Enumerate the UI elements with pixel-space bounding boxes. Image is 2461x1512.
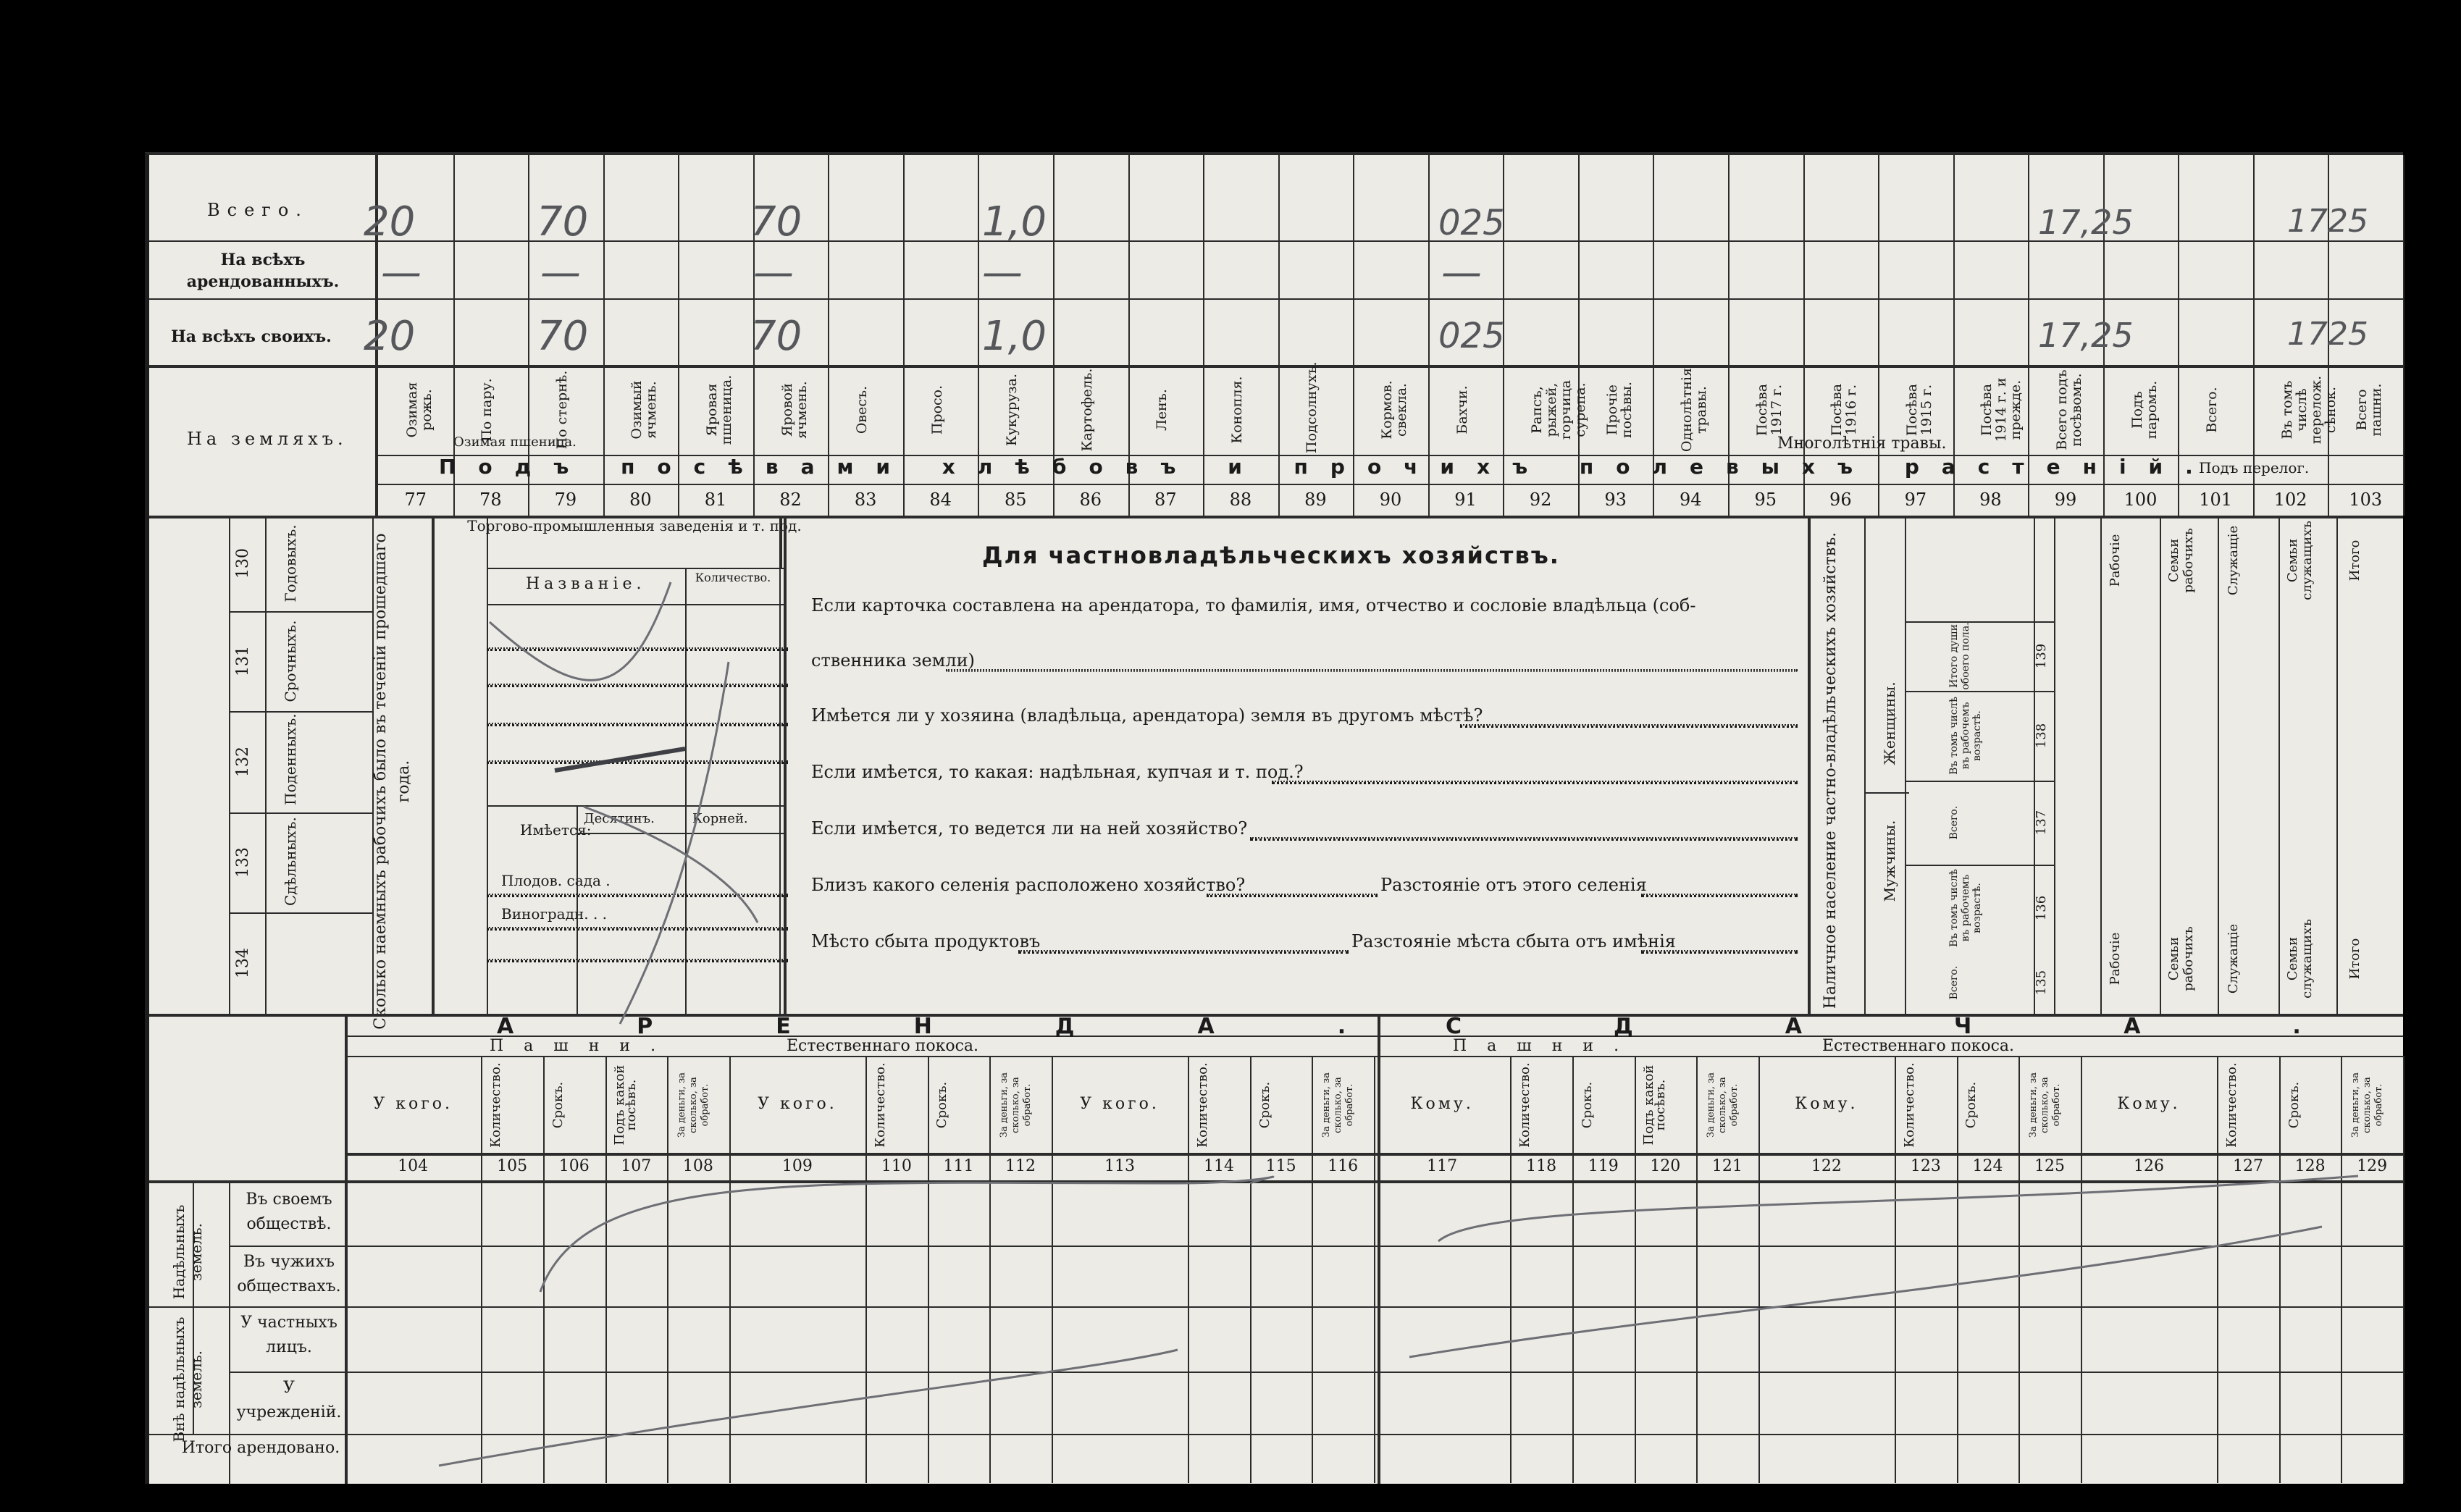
right-col-top-label: Семьи служащихъ — [2285, 521, 2315, 600]
lease-col-num: 125 — [2034, 1157, 2066, 1175]
crop-col-label: Озимая рожь. — [403, 382, 435, 438]
lease-col-label: У кого. — [1080, 1095, 1160, 1113]
pop-col-num: 137 — [2034, 810, 2049, 836]
hw-rented-4: — — [982, 249, 1023, 296]
crop-col-num: 99 — [2054, 490, 2077, 510]
group-allotted: Надѣльныхъ земель. — [170, 1204, 205, 1300]
crop-col-num: 83 — [854, 490, 877, 510]
men-label: Мужчины. — [1881, 820, 1898, 902]
crop-col-label: Посѣва 1916 г. — [1829, 383, 1860, 437]
private-line-5: Если имѣется, то ведется ли на ней хозяйство? — [811, 818, 1248, 839]
lease-col-label: Срокъ. — [1257, 1081, 1273, 1129]
crop-col-num: 93 — [1604, 490, 1627, 510]
private-title: Для частновладѣльческихъ хозяйствъ. — [982, 542, 1560, 569]
group-outside: Внѣ надѣльныхъ земель. — [170, 1316, 205, 1442]
hw-own-82: 70 — [750, 313, 802, 360]
crop-col-label: Прочіе посѣвы. — [1603, 381, 1635, 439]
lease-col-label: За деньги, за сколько, за обработ. — [676, 1072, 710, 1138]
crop-col-num: 102 — [2273, 490, 2307, 510]
lease-col-label: За деньги, за сколько, за обработ. — [1705, 1072, 1740, 1138]
lease-col-num: 120 — [1650, 1157, 1681, 1175]
lease-col-label: Кому. — [1410, 1095, 1474, 1113]
population-caption: Наличное население частно-владѣльческихъ хозяйствъ. — [1821, 532, 1840, 1009]
arenda-title: АРЕНДА. — [497, 1014, 1470, 1039]
crop-col-num: 84 — [929, 490, 952, 510]
private-line-6: Близъ какого селенія расположено хозяйство? — [811, 875, 1246, 895]
crop-col-label: Посѣва 1917 г. — [1753, 383, 1785, 437]
lease-col-label: Количество. — [488, 1062, 504, 1148]
pop-col-label: Всего. — [1948, 805, 1960, 840]
lease-col-label: За деньги, за сколько, за обработ. — [2350, 1072, 2385, 1138]
row-own-community: Въ своемъ обществѣ. — [246, 1190, 332, 1233]
lease-col-label: Кому. — [1795, 1095, 1858, 1113]
lease-col-label: Срокъ. — [2286, 1081, 2302, 1129]
right-col-bottom-label: Итого — [2347, 938, 2363, 980]
crop-col-num: 95 — [1754, 490, 1777, 510]
lease-col-num: 117 — [1427, 1157, 1458, 1175]
pop-col-label: Въ томъ числѣ въ рабочемъ возрастѣ. — [1948, 697, 1983, 775]
crop-col-label: Конопля. — [1228, 376, 1245, 444]
arenda-pashni: Пашни. — [490, 1037, 676, 1055]
lease-col-label: Срокъ. — [934, 1081, 950, 1129]
workers-col-label: Срочныхъ. — [282, 620, 299, 702]
crop-col-num: 97 — [1904, 490, 1927, 510]
crop-col-num: 103 — [2349, 490, 2383, 510]
lease-col-label: За деньги, за сколько, за обработ. — [999, 1072, 1034, 1138]
hw-total-103: 1725 — [2287, 203, 2368, 240]
crop-col-num: 82 — [779, 490, 802, 510]
crop-col-label: Ленъ. — [1154, 389, 1170, 431]
crop-col-num: 86 — [1079, 490, 1102, 510]
lease-col-num: 110 — [881, 1157, 912, 1175]
crop-col-num: 88 — [1229, 490, 1252, 510]
lease-col-num: 106 — [558, 1157, 590, 1175]
hw-own-85: 1,0 — [982, 313, 1047, 360]
group-winter-wheat: Озимая пшеница. — [453, 434, 577, 450]
crop-col-num: 89 — [1304, 490, 1327, 510]
lease-col-num: 119 — [1588, 1157, 1619, 1175]
lease-col-num: 109 — [781, 1157, 813, 1175]
crop-col-num: 78 — [479, 490, 502, 510]
crop-col-label: Озимый ячмень. — [629, 380, 660, 440]
row-label-total: Всего. — [207, 200, 309, 220]
crop-col-num: 91 — [1454, 490, 1477, 510]
lease-col-num: 122 — [1811, 1157, 1842, 1175]
trade-title: Торгово-промышленныя заведенія и т. под. — [467, 517, 802, 534]
hw-rented-5: — — [1441, 249, 1482, 296]
crop-col-num: 100 — [2123, 490, 2158, 510]
crop-col-label: Кормов. свекла. — [1379, 380, 1409, 440]
lease-col-label: У кого. — [758, 1095, 837, 1113]
pop-col-label: Въ томъ числѣ въ рабочемъ возрастѣ. — [1948, 869, 1983, 947]
crop-col-num: 92 — [1529, 490, 1552, 510]
right-col-bottom-label: Семьи рабочихъ — [2166, 926, 2196, 991]
private-line-2: ственника земли) — [811, 650, 975, 671]
crop-col-label: Посѣва 1915 г. — [1903, 383, 1934, 437]
private-line-8: Мѣсто сбыта продуктовъ — [811, 931, 1041, 952]
lease-col-num: 126 — [2134, 1157, 2165, 1175]
has-roots: Корней. — [692, 811, 748, 826]
lease-col-num: 124 — [1972, 1157, 2003, 1175]
row-label-rented: На всѣхъ арендованныхъ. — [186, 251, 340, 291]
workers-caption: Сколько наемныхъ рабочихъ было въ теченіи прошедшаго года. — [372, 533, 413, 1030]
pop-col-num: 136 — [2034, 895, 2049, 921]
workers-col-label: Годовыхъ. — [282, 524, 299, 602]
lease-col-num: 116 — [1328, 1157, 1359, 1175]
crop-col-label: Кукуруза. — [1004, 374, 1020, 447]
lease-col-label: Срокъ. — [1963, 1081, 1979, 1129]
row-institutions: У учрежденій. — [236, 1379, 342, 1421]
pop-col-num: 139 — [2034, 643, 2049, 669]
lease-col-num: 128 — [2294, 1157, 2326, 1175]
workers-col-num: 133 — [234, 847, 252, 878]
trade-qty-label: Количество. — [695, 571, 771, 584]
crop-col-rule — [2403, 155, 2405, 516]
crop-col-num: 87 — [1154, 490, 1177, 510]
lease-col-label: Срокъ. — [1579, 1081, 1595, 1129]
has-desiatin: Десятинъ. — [584, 811, 655, 826]
crop-col-label: Яровая пшеница. — [704, 374, 734, 445]
lease-col-label: Количество. — [872, 1062, 888, 1148]
lease-col-label: За деньги, за сколько, за обработ. — [2028, 1072, 2063, 1138]
private-line-7: Разстояніе отъ этого селенія — [1380, 875, 1647, 895]
crop-col-num: 85 — [1004, 490, 1027, 510]
workers-col-label: Поденныхъ. — [282, 713, 299, 805]
right-col-bottom-label: Служащіе — [2226, 923, 2241, 994]
census-card-sheet — [145, 152, 2453, 1484]
private-line-1: Если карточка составлена на арендатора, то фамилія, имя, отчество и сословіе владѣльца (соб- — [811, 595, 1696, 616]
row-private-persons: У частныхъ лицъ. — [240, 1314, 338, 1356]
vineyard-label: Виноградн. . . — [501, 905, 608, 923]
lease-col-label: Подъ какой посѣвъ. — [1641, 1064, 1669, 1146]
crop-col-label: Картофель. — [1078, 368, 1095, 452]
lease-col-label: За деньги, за сколько, за обработ. — [1321, 1072, 1356, 1138]
lease-col-num: 129 — [2357, 1157, 2388, 1175]
sdacha-pashni: Пашни. — [1453, 1037, 1640, 1055]
crop-col-label: Просо. — [928, 385, 945, 435]
right-col-top-label: Итого — [2347, 539, 2363, 581]
group-fallow: Подъ перелог. — [2199, 459, 2310, 476]
right-col-top-label: Семьи рабочихъ — [2166, 528, 2196, 593]
band-caption: Подъ посѣвами хлѣбовъ и прочихъ полевыхъ растеній. — [439, 455, 2215, 479]
crop-col-label: Рапсъ, рыжей, горчица сурепа. — [1529, 379, 1589, 440]
lease-col-label: Количество. — [1901, 1062, 1917, 1148]
sdacha-pokos: Естественнаго покоса. — [1822, 1037, 2015, 1055]
private-line-3: Имѣется ли у хозяина (владѣльца, арендатора) земля въ другомъ мѣстѣ? — [811, 705, 1483, 726]
women-label: Женщины. — [1881, 681, 1898, 765]
right-col-bottom-label: Рабочіе — [2108, 932, 2123, 986]
workers-col-num: 134 — [234, 948, 252, 978]
crop-col-num: 101 — [2199, 490, 2232, 510]
crop-col-label: По стернѣ. — [553, 370, 570, 450]
crop-col-label: Подсолнухъ. — [1304, 361, 1320, 453]
right-col-top-label: Рабочіе — [2108, 534, 2123, 587]
crop-col-num: 98 — [1979, 490, 2002, 510]
hw-rented-1: — — [381, 249, 422, 296]
lease-col-num: 121 — [1711, 1157, 1743, 1175]
crop-col-num: 77 — [404, 490, 427, 510]
lease-col-num: 104 — [398, 1157, 429, 1175]
crop-col-num: 80 — [629, 490, 652, 510]
row-label-own: На всѣхъ своихъ. — [171, 327, 332, 346]
lease-col-num: 115 — [1265, 1157, 1296, 1175]
crop-col-label: Яровой ячмень. — [779, 381, 810, 439]
lease-col-label: У кого. — [373, 1095, 453, 1113]
crop-col-label: Однолѣтнія травы. — [1679, 367, 1710, 453]
pop-col-label: Всего. — [1948, 965, 1960, 1000]
lease-col-num: 127 — [2232, 1157, 2263, 1175]
workers-col-num: 132 — [234, 747, 252, 777]
hw-rented-2: — — [540, 249, 581, 296]
hw-rented-3: — — [753, 249, 794, 296]
pencil-strokes — [149, 155, 2403, 1484]
workers-col-label: Сдѣльныхъ. — [282, 817, 299, 906]
private-line-9: Разстояніе мѣста сбыта отъ имѣнія — [1351, 931, 1676, 952]
lease-col-num: 111 — [943, 1157, 974, 1175]
row-label-lands: На земляхъ. — [187, 429, 348, 449]
hw-own-99: 17,25 — [2038, 316, 2134, 355]
crop-col-num: 94 — [1679, 490, 1702, 510]
lease-col-num: 113 — [1104, 1157, 1136, 1175]
lease-col-num: 107 — [621, 1157, 652, 1175]
pop-col-label: Итого души обоего пола. — [1948, 622, 1971, 690]
trade-name-label: Названіе. — [526, 575, 646, 593]
crop-col-label: Въ томъ числѣ перелож. сѣнок. — [2278, 375, 2339, 445]
crop-col-num: 79 — [554, 490, 577, 510]
row-other-communities: Въ чужихъ обществахъ. — [237, 1253, 341, 1295]
hw-own-79: 70 — [537, 313, 589, 360]
lease-col-label: Количество. — [2223, 1062, 2239, 1148]
hw-total-79: 70 — [537, 198, 589, 245]
lease-col-label: Количество. — [1194, 1062, 1210, 1148]
pop-col-num: 135 — [2034, 970, 2049, 996]
workers-col-num: 130 — [234, 548, 252, 579]
lease-col-num: 114 — [1203, 1157, 1234, 1175]
workers-col-num: 131 — [234, 646, 252, 676]
group-perennial: Многолѣтнія травы. — [1777, 434, 1947, 453]
right-col-bottom-label: Семьи служащихъ — [2285, 919, 2315, 999]
lease-col-num: 123 — [1910, 1157, 1941, 1175]
crop-col-label: Посѣва 1914 г. и прежде. — [1979, 377, 2024, 442]
hw-total-85: 1,0 — [982, 198, 1047, 245]
hw-own-rye: 20 — [364, 313, 416, 360]
crop-col-label: По пару. — [479, 378, 495, 442]
crop-col-label: Всего. — [2204, 387, 2221, 433]
hw-total-rye: 20 — [364, 198, 416, 245]
lease-col-num: 112 — [1005, 1157, 1036, 1175]
crop-col-num: 81 — [704, 490, 727, 510]
hw-own-103: 1725 — [2287, 316, 2368, 353]
arenda-pokos: Естественнаго покоса. — [787, 1037, 979, 1055]
has-label: Имѣется: — [520, 821, 592, 839]
lease-col-rule — [2403, 1056, 2405, 1483]
row-total-rented: Итого арендовано. — [181, 1439, 340, 1457]
crop-col-label: Всего пашни. — [2354, 383, 2385, 437]
crop-col-label: Бахчи. — [1454, 385, 1470, 434]
lease-col-label: Количество. — [1517, 1062, 1533, 1148]
crop-col-label: Овесъ. — [854, 385, 871, 434]
hw-total-99: 17,25 — [2038, 203, 2134, 242]
crop-col-num: 90 — [1379, 490, 1402, 510]
crop-col-label: Всего подъ посѣвомъ. — [2054, 369, 2084, 450]
lease-col-label: Срокъ. — [550, 1081, 566, 1129]
lease-col-num: 105 — [497, 1157, 528, 1175]
crop-col-label: Подъ паромъ. — [2129, 380, 2160, 440]
crop-col-num: 96 — [1829, 490, 1852, 510]
pop-col-num: 138 — [2034, 723, 2049, 749]
lease-col-label: Подъ какой посѣвъ. — [612, 1064, 640, 1146]
lease-col-num: 108 — [682, 1157, 713, 1175]
orchard-label: Плодов. сада . — [501, 872, 611, 889]
hw-own-91: 025 — [1438, 316, 1505, 356]
right-col-top-label: Служащіе — [2226, 525, 2241, 596]
lease-col-label: Кому. — [2117, 1095, 2181, 1113]
sdacha-title: СДАЧА. — [1446, 1014, 2453, 1039]
hw-total-82: 70 — [750, 198, 802, 245]
hw-total-91: 025 — [1438, 203, 1505, 243]
private-line-4: Если имѣется, то какая: надѣльная, купчая и т. под.? — [811, 762, 1304, 782]
lease-col-num: 118 — [1526, 1157, 1557, 1175]
